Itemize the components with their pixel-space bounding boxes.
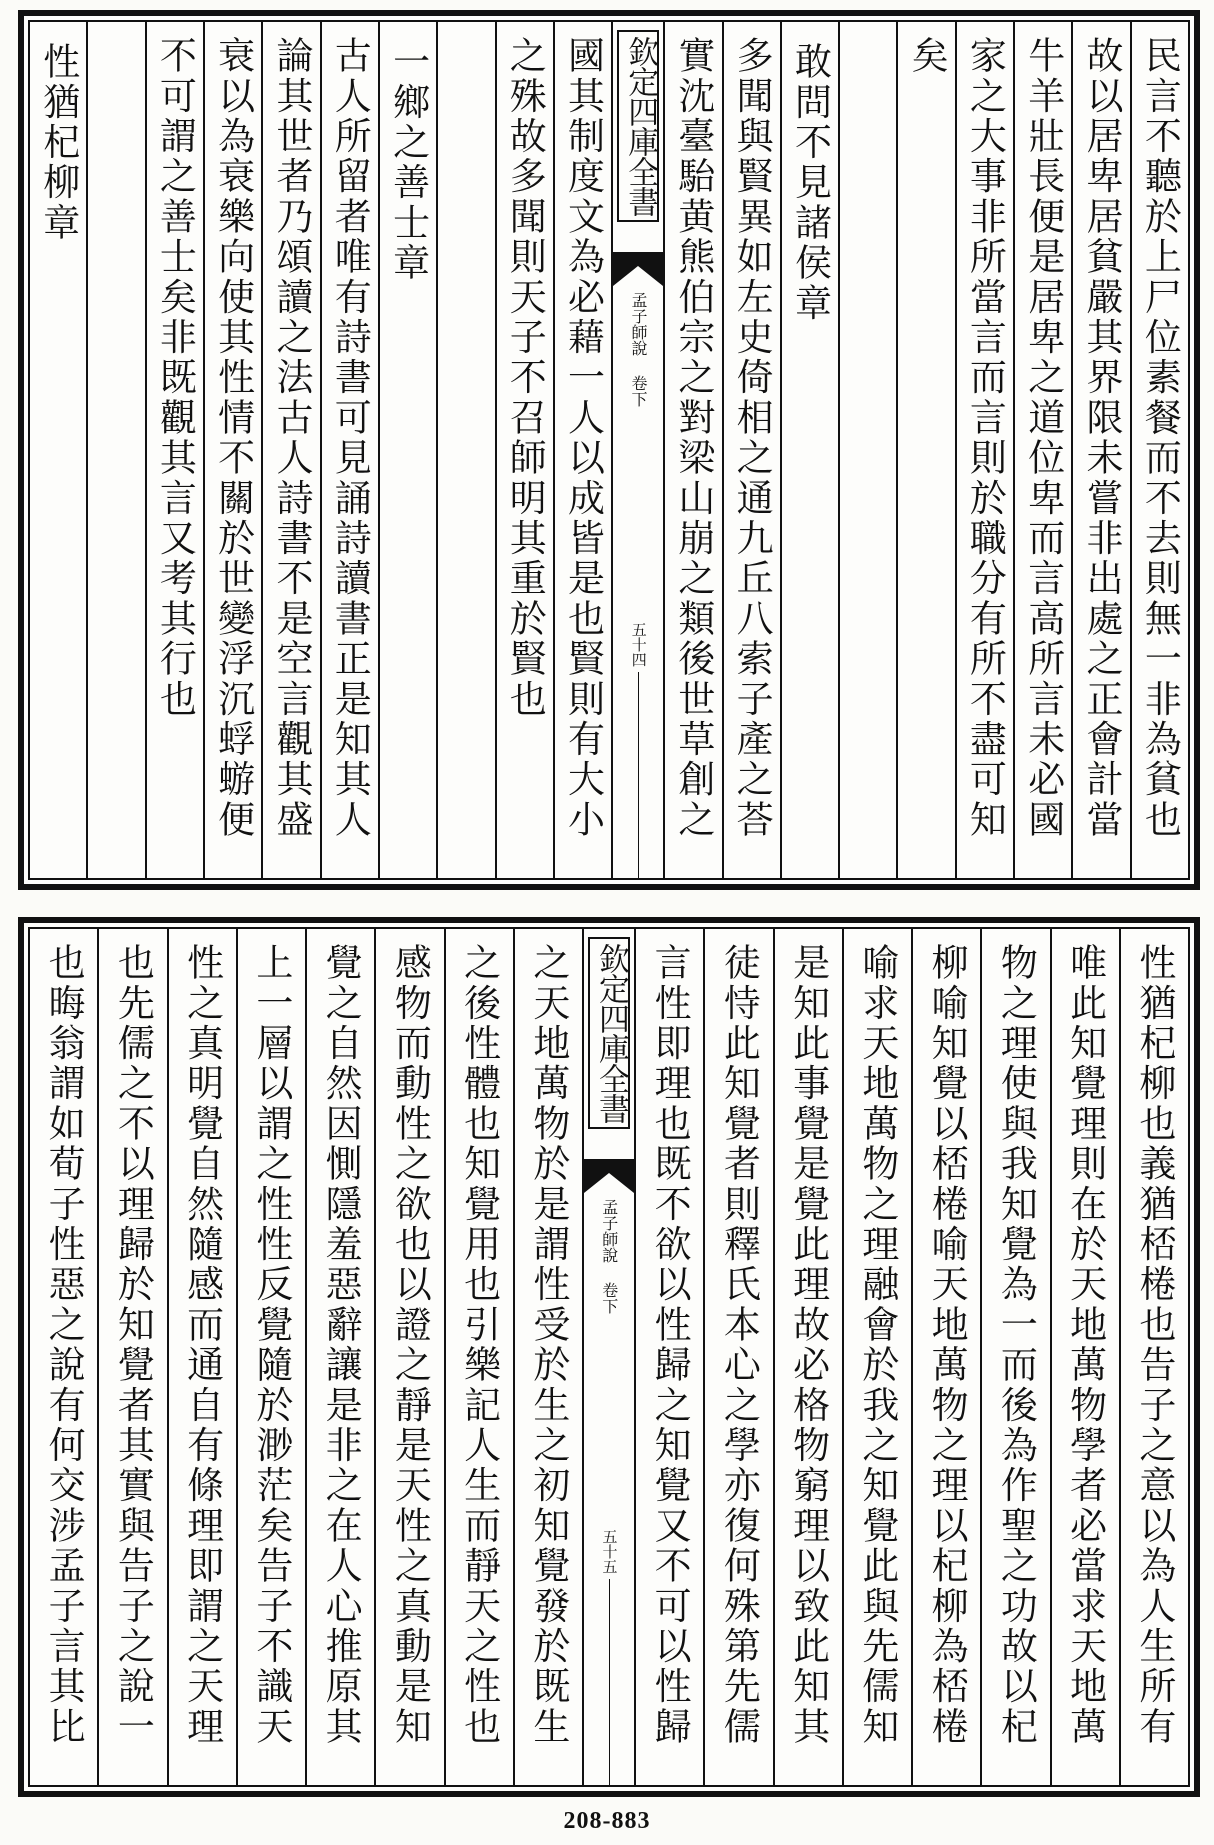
column-text: 性之真明覺自然隨感而通自有條理即謂之天理	[180, 943, 224, 1747]
column-text: 民言不聽於上尸位素餐而不去則無一非為貧也	[1138, 36, 1182, 840]
fold-line	[609, 1579, 610, 1785]
book-volume-title: 孟子師說 卷下	[599, 1199, 619, 1314]
column-text: 家之大事非所當言而言則於職分有所不盡可知	[963, 36, 1007, 840]
center-fold	[582, 929, 634, 1785]
text-column	[1050, 929, 1119, 1785]
column-text: 不可謂之善士矣非既觀其言又考其行也	[153, 36, 197, 720]
bottom-page	[18, 917, 1200, 1797]
column-text: 實沈臺駘黄熊伯宗之對梁山崩之類後世草創之	[671, 36, 715, 840]
text-column	[203, 22, 261, 878]
column-text: 矣	[905, 36, 949, 77]
text-column	[1071, 22, 1129, 878]
column-text: 之殊故多聞則天子不召師明其重於賢也	[503, 36, 547, 720]
text-column	[722, 22, 780, 878]
text-column	[703, 929, 772, 1785]
column-text: 覺之自然因惻隱羞惡辭讓是非之在人心推原其	[319, 943, 363, 1747]
column-text: 故以居卑居貧嚴其界限未嘗非出處之正會計當	[1080, 36, 1124, 840]
text-column	[838, 22, 896, 878]
book-series-title: 欽定四庫全書	[617, 30, 659, 222]
column-text: 牛羊壯長便是居卑之道位卑而言高所言未必國	[1021, 36, 1065, 840]
text-column	[911, 929, 980, 1785]
folio-number: 五十四	[629, 622, 648, 667]
text-column	[663, 22, 721, 878]
column-text: 也晦翁謂如荀子性惡之說有何交涉孟子言其比	[42, 943, 86, 1747]
text-column	[378, 22, 436, 878]
book-volume-title: 孟子師說 卷下	[628, 292, 648, 407]
text-column	[896, 22, 954, 878]
column-text: 國其制度文為必藉一人以成皆是也賢則有大小	[561, 36, 605, 840]
bottom-page-columns	[30, 929, 1188, 1785]
column-text: 論其世者乃頌讀之法古人詩書不是空言觀其盛	[269, 36, 313, 840]
text-column	[86, 22, 144, 878]
column-text: 唯此知覺理則在於天地萬物學者必當求天地萬	[1063, 943, 1107, 1747]
column-text: 物之理使與我知覺為一而後為作聖之功故以杞	[994, 943, 1038, 1747]
text-column	[842, 929, 911, 1785]
column-text: 古人所留者唯有詩書可見誦詩讀書正是知其人	[328, 36, 372, 840]
column-text: 喻求天地萬物之理融會於我之知覺此與先儒知	[855, 943, 899, 1747]
text-column	[320, 22, 378, 878]
column-text: 多聞與賢異如左史倚相之通九丘八索子產之荅	[730, 36, 774, 840]
text-column	[980, 929, 1049, 1785]
fold-line	[638, 672, 639, 878]
text-column	[634, 929, 703, 1785]
fish-tail-ornament-icon	[584, 1159, 634, 1193]
column-text: 是知此事覺是覺此理故必格物窮理以致此知其	[786, 943, 830, 1747]
text-column	[236, 929, 305, 1785]
column-text: 性猶杞柳也義猶桮棬也告子之意以為人生所有	[1132, 943, 1176, 1747]
column-text: 言性即理也既不欲以性歸之知覺又不可以性歸	[648, 943, 692, 1747]
text-column	[97, 929, 166, 1785]
text-column	[261, 22, 319, 878]
text-column	[30, 22, 86, 878]
column-text: 之天地萬物於是謂性受於生之初知覺發於既生	[526, 943, 570, 1747]
column-text: 之後性體也知覺用也引樂記人生而靜天之性也	[457, 943, 501, 1747]
folio-number: 五十五	[600, 1529, 619, 1574]
book-series-title: 欽定四庫全書	[588, 937, 630, 1129]
text-column	[305, 929, 374, 1785]
column-text: 上一層以謂之性性反覺隨於渺茫矣告子不識天	[249, 943, 293, 1747]
column-text: 徒恃此知覺者則釋氏本心之學亦復何殊第先儒	[717, 943, 761, 1747]
top-page	[18, 10, 1200, 890]
text-column	[436, 22, 494, 878]
text-column	[1013, 22, 1071, 878]
column-text: 感物而動性之欲也以證之靜是天性之真動是知	[388, 943, 432, 1747]
column-text: 衰以為衰樂向使其性情不關於世變浮沉蜉蝣便	[211, 36, 255, 840]
text-column	[30, 929, 97, 1785]
text-column	[513, 929, 582, 1785]
text-column	[495, 22, 553, 878]
chapter-heading: 敢問不見諸侯章	[788, 42, 832, 324]
column-text: 也先儒之不以理歸於知覺者其實與告子之說一	[111, 943, 155, 1747]
chapter-heading: 性猶杞柳章	[36, 42, 80, 243]
column-text: 柳喻知覺以桮棬喻天地萬物之理以杞柳為桮棬	[925, 943, 969, 1747]
text-column	[1130, 22, 1188, 878]
text-column	[553, 22, 611, 878]
center-fold	[611, 22, 663, 878]
text-column	[145, 22, 203, 878]
text-column	[1119, 929, 1188, 1785]
chapter-heading: 一鄉之善士章	[386, 42, 430, 284]
top-page-columns	[30, 22, 1188, 878]
text-column	[780, 22, 838, 878]
text-column	[444, 929, 513, 1785]
fish-tail-ornament-icon	[613, 252, 663, 286]
page-number: 208-883	[563, 1808, 651, 1834]
text-column	[167, 929, 236, 1785]
text-column	[955, 22, 1013, 878]
text-column	[773, 929, 842, 1785]
text-column	[374, 929, 443, 1785]
